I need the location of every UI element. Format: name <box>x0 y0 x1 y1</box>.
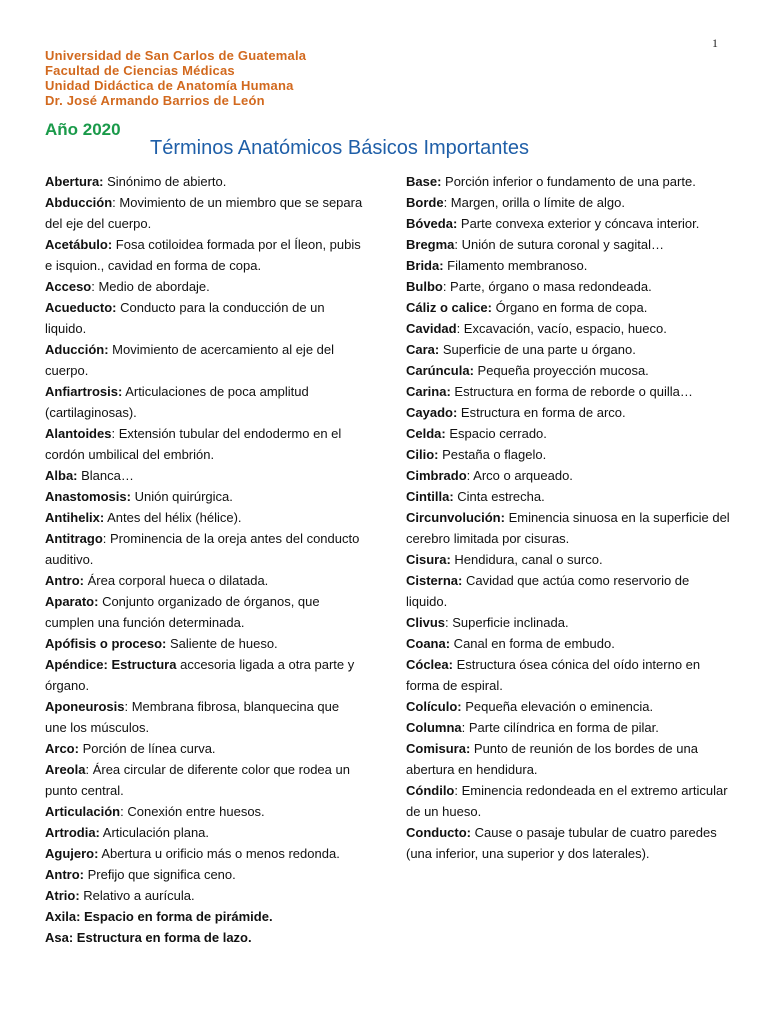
glossary-definition: Fosa cotiloidea formada por el Íleon, pubis e isquion., cavidad en forma de copa. <box>45 237 361 273</box>
glossary-definition: : Arco o arqueado. <box>466 468 573 483</box>
glossary-definition: Superficie de una parte u órgano. <box>439 342 636 357</box>
glossary-definition: Estructura ósea cónica del oído interno en forma de espiral. <box>406 657 701 693</box>
glossary-definition: Prefijo que significa ceno. <box>84 867 236 882</box>
glossary-term: Alantoides <box>45 426 112 441</box>
glossary-entry <box>406 276 732 297</box>
glossary-definition: Punto de reunión de los bordes de una abertura en hendidura. <box>406 741 698 777</box>
glossary-term: Anastomosis: <box>45 489 131 504</box>
glossary-definition: : Extensión tubular del endodermo en el cordón umbilical del embrión. <box>45 426 342 462</box>
document-year: Año 2020 <box>45 120 121 139</box>
glossary-definition: : Conexión entre huesos. <box>120 804 265 819</box>
glossary-entry <box>45 276 363 297</box>
glossary-entry <box>45 822 363 843</box>
glossary-term: Areola <box>45 762 86 777</box>
glossary-term: Acceso <box>45 279 92 294</box>
glossary-term: Cóclea: <box>406 657 453 672</box>
glossary-definition: : Margen, orilla o límite de algo. <box>443 195 625 210</box>
glossary-definition: Filamento membranoso. <box>443 258 588 273</box>
glossary-entry <box>45 297 363 339</box>
glossary-entry <box>45 381 363 423</box>
glossary-definition: Estructura en forma de arco. <box>457 405 626 420</box>
glossary-entry <box>406 381 732 402</box>
glossary-entry <box>406 192 732 213</box>
glossary-definition: Estructura en forma de reborde o quilla… <box>450 384 693 399</box>
glossary-term: Asa: Estructura en forma de lazo. <box>45 930 252 945</box>
glossary-definition: Pequeña proyección mucosa. <box>473 363 649 378</box>
glossary-definition: Hendidura, canal o surco. <box>450 552 603 567</box>
glossary-entry <box>45 696 363 738</box>
glossary-definition: Cause o pasaje tubular de cuatro paredes (una inferior, una superior y dos laterales). <box>406 825 717 861</box>
glossary-term: Cintilla: <box>406 489 454 504</box>
glossary-term: Cisterna: <box>406 573 463 588</box>
glossary-entry <box>406 486 732 507</box>
glossary-entry <box>406 738 732 780</box>
glossary-term: Apófisis o proceso: <box>45 636 167 651</box>
glossary-definition: Articulación plana. <box>99 825 210 840</box>
glossary-entry <box>45 843 363 864</box>
glossary-term: Base: <box>406 174 442 189</box>
glossary-entry <box>406 213 732 234</box>
glossary-term: Cisura: <box>406 552 451 567</box>
glossary-term: Aducción: <box>45 342 109 357</box>
glossary-definition: Porción inferior o fundamento de una parte. <box>441 174 696 189</box>
glossary-definition: : Superficie inclinada. <box>445 615 569 630</box>
glossary-term: Carina: <box>406 384 451 399</box>
glossary-term: Articulación <box>45 804 121 819</box>
glossary-entry <box>45 171 363 192</box>
glossary-term: Cimbrado <box>406 468 467 483</box>
glossary-entry <box>45 465 363 486</box>
glossary-entry <box>45 738 363 759</box>
glossary-definition: : Parte, órgano o masa redondeada. <box>442 279 652 294</box>
glossary-term: Acueducto: <box>45 300 117 315</box>
glossary-term: Conducto: <box>406 825 471 840</box>
glossary-definition: : Medio de abordaje. <box>91 279 210 294</box>
glossary-term: Bóveda: <box>406 216 458 231</box>
glossary-definition: Pequeña elevación o eminencia. <box>461 699 654 714</box>
glossary-term: Antro: <box>45 573 84 588</box>
glossary-entry <box>45 507 363 528</box>
glossary-term: Antitrago <box>45 531 103 546</box>
glossary-entry <box>406 360 732 381</box>
glossary-term: Carúncula: <box>406 363 474 378</box>
glossary-entry <box>45 906 363 927</box>
glossary-definition: Parte convexa exterior y cóncava interior. <box>457 216 700 231</box>
header-faculty: Facultad de Ciencias Médicas <box>45 63 235 78</box>
glossary-definition: : Unión de sutura coronal y sagital… <box>454 237 664 252</box>
glossary-entry <box>406 507 732 549</box>
glossary-term: Aponeurosis <box>45 699 125 714</box>
glossary-definition: : Eminencia redondeada en el extremo articular de un hueso. <box>406 783 728 819</box>
glossary-entry <box>45 927 363 948</box>
glossary-definition: accesoria ligada a otra parte y órgano. <box>45 657 355 693</box>
glossary-term: Coana: <box>406 636 451 651</box>
glossary-right-column <box>406 171 732 864</box>
glossary-definition: Área corporal hueca o dilatada. <box>84 573 269 588</box>
glossary-term: Cavidad <box>406 321 457 336</box>
header-author: Dr. José Armando Barrios de León <box>45 93 265 108</box>
glossary-definition: Canal en forma de embudo. <box>450 636 615 651</box>
glossary-term: Bulbo <box>406 279 443 294</box>
glossary-entry <box>406 255 732 276</box>
glossary-term: Columna <box>406 720 462 735</box>
glossary-entry <box>406 612 732 633</box>
glossary-entry <box>406 339 732 360</box>
glossary-entry <box>45 486 363 507</box>
glossary-definition: Movimiento de acercamiento al eje del cuerpo. <box>45 342 335 378</box>
glossary-entry <box>406 444 732 465</box>
glossary-entry <box>45 423 363 465</box>
glossary-entry <box>45 654 363 696</box>
glossary-term: Cóndilo <box>406 783 455 798</box>
glossary-definition: Eminencia sinuosa en la superficie del cerebro limitada por cisuras. <box>406 510 730 546</box>
header-unit: Unidad Didáctica de Anatomía Humana <box>45 78 294 93</box>
glossary-entry <box>45 234 363 276</box>
glossary-term: Colículo: <box>406 699 462 714</box>
glossary-entry <box>406 570 732 612</box>
header-university: Universidad de San Carlos de Guatemala <box>45 48 307 63</box>
glossary-entry <box>406 822 732 864</box>
glossary-entry <box>406 234 732 255</box>
glossary-definition: : Parte cilíndrica en forma de pilar. <box>461 720 659 735</box>
glossary-term: Brida: <box>406 258 444 273</box>
glossary-entry <box>45 864 363 885</box>
glossary-definition: Órgano en forma de copa. <box>491 300 648 315</box>
glossary-term: Cáliz o calice: <box>406 300 492 315</box>
glossary-term: Atrio: <box>45 888 80 903</box>
glossary-entry <box>45 591 363 633</box>
glossary-definition: : Área circular de diferente color que rodea un punto central. <box>45 762 350 798</box>
glossary-definition: : Membrana fibrosa, blanquecina que une los músculos. <box>45 699 340 735</box>
glossary-definition: Abertura u orificio más o menos redonda. <box>98 846 340 861</box>
glossary-entry <box>406 654 732 696</box>
glossary-entry <box>406 696 732 717</box>
document-title: Términos Anatómicos Básicos Importantes <box>150 137 530 159</box>
glossary-entry <box>406 549 732 570</box>
glossary-term: Borde <box>406 195 444 210</box>
glossary-definition: : Movimiento de un miembro que se separa del eje del cuerpo. <box>45 195 363 231</box>
page-number: 1 <box>712 36 718 50</box>
glossary-entry <box>406 297 732 318</box>
glossary-entry <box>45 801 363 822</box>
glossary-term: Clivus <box>406 615 446 630</box>
glossary-definition: Articulaciones de poca amplitud (cartilaginosas). <box>45 384 309 420</box>
glossary-definition: Cinta estrecha. <box>453 489 545 504</box>
glossary-definition: Porción de línea curva. <box>78 741 216 756</box>
glossary-definition: Unión quirúrgica. <box>130 489 233 504</box>
glossary-term: Celda: <box>406 426 446 441</box>
glossary-term: Circunvolución: <box>406 510 505 525</box>
glossary-entry <box>406 423 732 444</box>
glossary-term: Apéndice: Estructura <box>45 657 177 672</box>
glossary-entry <box>406 633 732 654</box>
glossary-entry <box>406 171 732 192</box>
document-header <box>45 48 306 108</box>
glossary-term: Antro: <box>45 867 84 882</box>
glossary-definition: Saliente de hueso. <box>166 636 278 651</box>
glossary-term: Alba: <box>45 468 78 483</box>
glossary-term: Comisura: <box>406 741 471 756</box>
glossary-definition: Cavidad que actúa como reservorio de liquido. <box>406 573 690 609</box>
glossary-term: Anfiartrosis: <box>45 384 123 399</box>
glossary-entry <box>406 402 732 423</box>
glossary-term: Aparato: <box>45 594 99 609</box>
glossary-term: Cayado: <box>406 405 458 420</box>
glossary-entry <box>406 717 732 738</box>
glossary-definition: Relativo a aurícula. <box>79 888 195 903</box>
glossary-definition: Blanca… <box>77 468 134 483</box>
glossary-entry <box>406 780 732 822</box>
glossary-term: Abducción <box>45 195 113 210</box>
glossary-entry <box>406 318 732 339</box>
glossary-left-column <box>45 171 363 948</box>
glossary-term: Axila: Espacio en forma de pirámide. <box>45 909 273 924</box>
glossary-term: Arco: <box>45 741 79 756</box>
glossary-entry <box>45 192 363 234</box>
glossary-definition: Conducto para la conducción de un liquido. <box>45 300 325 336</box>
glossary-entry <box>45 528 363 570</box>
glossary-entry <box>45 759 363 801</box>
glossary-entry <box>45 570 363 591</box>
glossary-term: Agujero: <box>45 846 99 861</box>
glossary-entry <box>45 633 363 654</box>
glossary-definition: Espacio cerrado. <box>445 426 547 441</box>
glossary-entry <box>406 465 732 486</box>
glossary-definition: Sinónimo de abierto. <box>103 174 227 189</box>
glossary-term: Cilio: <box>406 447 439 462</box>
glossary-definition: Antes del hélix (hélice). <box>104 510 242 525</box>
glossary-definition: Pestaña o flagelo. <box>438 447 547 462</box>
glossary-term: Acetábulo: <box>45 237 113 252</box>
glossary-definition: : Excavación, vacío, espacio, hueco. <box>456 321 667 336</box>
glossary-definition: Conjunto organizado de órganos, que cumplen una función determinada. <box>45 594 320 630</box>
glossary-entry <box>45 339 363 381</box>
glossary-term: Antihelix: <box>45 510 105 525</box>
glossary-term: Cara: <box>406 342 440 357</box>
glossary-term: Artrodia: <box>45 825 100 840</box>
glossary-term: Abertura: <box>45 174 104 189</box>
glossary-term: Bregma <box>406 237 455 252</box>
glossary-entry <box>45 885 363 906</box>
glossary-definition: : Prominencia de la oreja antes del conducto auditivo. <box>45 531 360 567</box>
